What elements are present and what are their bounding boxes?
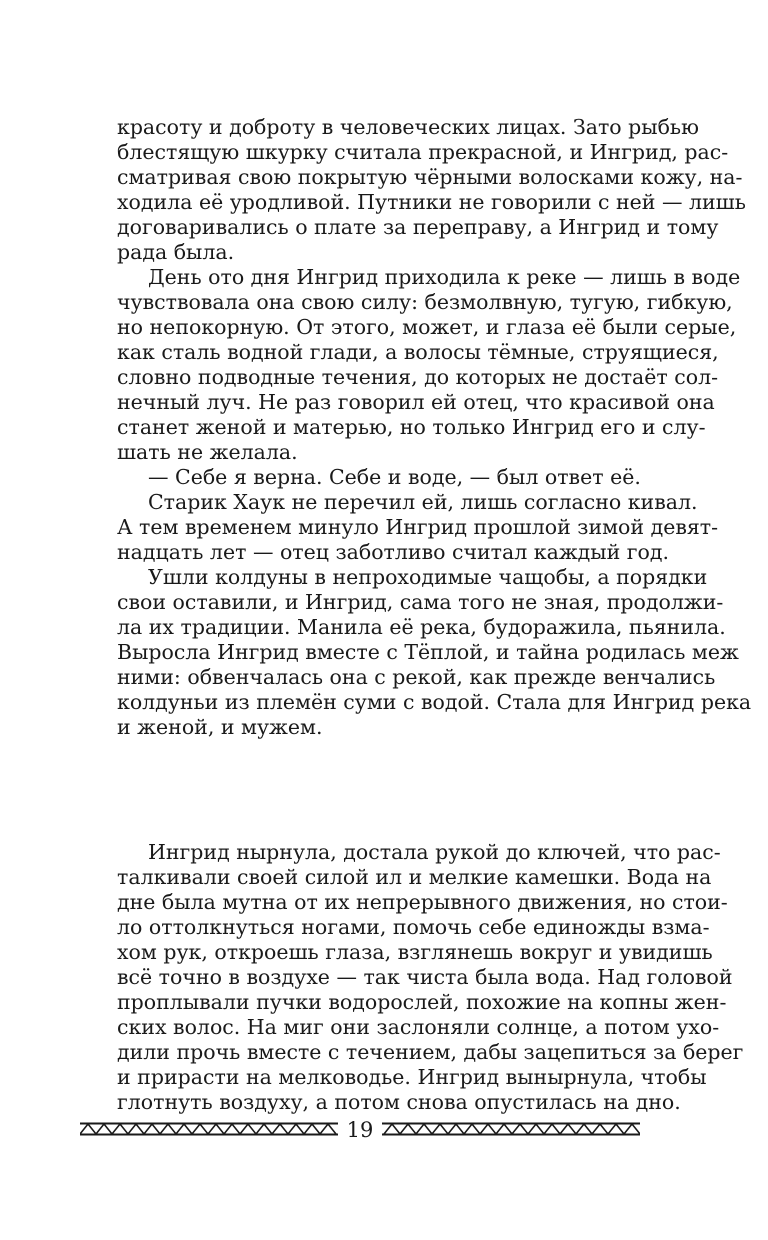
text-line: хом рук, откроешь глаза, взглянешь вокруг и увидишь bbox=[117, 940, 713, 964]
text-line: талкивали своей силой ил и мелкие камешки. Вода на bbox=[117, 865, 712, 889]
text-line: проплывали пучки водорослей, похожие на копны жен- bbox=[117, 990, 727, 1014]
left-zigzag-ornament-icon bbox=[80, 1122, 338, 1136]
text-line: ними: обвенчалась она с рекой, как прежде венчались bbox=[117, 665, 716, 689]
text-line: ло оттолкнуться ногами, помочь себе единожды взма- bbox=[117, 915, 710, 939]
text-line: рада была. bbox=[117, 240, 235, 264]
text-line: шать не желала. bbox=[117, 440, 298, 464]
text-line: дили прочь вместе с течением, дабы зацепиться за берег bbox=[117, 1040, 744, 1064]
text-line: и женой, и мужем. bbox=[117, 715, 323, 739]
text-line: но непокорную. От этого, может, и глаза её были серые, bbox=[117, 315, 737, 339]
text-line: колдуньи из племён суми с водой. Стала для Ингрид река bbox=[117, 690, 752, 714]
page-footer bbox=[80, 1115, 640, 1145]
text-line: ских волос. На миг они заслоняли солнце, а потом ухо- bbox=[117, 1015, 720, 1039]
text-line: всё точно в воздухе — так чиста была вода. Над головой bbox=[117, 965, 733, 989]
page-number: 19 bbox=[346, 1118, 374, 1142]
text-line: красоту и доброту в человеческих лицах. Зато рыбью bbox=[117, 115, 699, 139]
paragraph-start-line: День ото дня Ингрид приходила к реке — лишь в воде bbox=[148, 265, 741, 289]
right-zigzag-ornament-icon bbox=[382, 1122, 640, 1136]
text-line: и прирасти на мелководье. Ингрид вынырнула, чтобы bbox=[117, 1065, 707, 1089]
text-line: свои оставили, и Ингрид, сама того не зная, продолжи- bbox=[117, 590, 724, 614]
text-line: ходила её уродливой. Путники не говорили с ней — лишь bbox=[117, 190, 746, 214]
text-line: чувствовала она свою силу: безмолвную, тугую, гибкую, bbox=[117, 290, 733, 314]
text-line: А тем временем минуло Ингрид прошлой зимой девят- bbox=[117, 515, 719, 539]
text-line: сматривая свою покрытую чёрными волосками кожу, на- bbox=[117, 165, 743, 189]
text-line: ла их традиции. Манила её река, будоражила, пьянила. bbox=[117, 615, 726, 639]
text-line: глотнуть воздуху, а потом снова опустилась на дно. bbox=[117, 1090, 681, 1114]
text-line: блестящую шкурку считала прекрасной, и Ингрид, рас- bbox=[117, 140, 729, 164]
text-line: словно подводные течения, до которых не достаёт сол- bbox=[117, 365, 719, 389]
text-line: как сталь водной глади, а волосы тёмные, струящиеся, bbox=[117, 340, 719, 364]
text-line: надцать лет — отец заботливо считал каждый год. bbox=[117, 540, 670, 564]
text-line: дне была мутна от их непрерывного движения, но стои- bbox=[117, 890, 728, 914]
paragraph-start-line: Ингрид нырнула, достала рукой до ключей, что рас- bbox=[148, 840, 721, 864]
text-line: договаривались о плате за переправу, а Ингрид и тому bbox=[117, 215, 719, 239]
paragraph-start-line: Ушли колдуны в непроходимые чащобы, а порядки bbox=[148, 565, 708, 589]
paragraph-start-line: Старик Хаук не перечил ей, лишь согласно кивал. bbox=[148, 490, 698, 514]
text-line: станет женой и матерью, но только Ингрид его и слу- bbox=[117, 415, 706, 439]
text-line: Выросла Ингрид вместе с Тёплой, и тайна родилась меж bbox=[117, 640, 739, 664]
text-line: нечный луч. Не раз говорил ей отец, что красивой она bbox=[117, 390, 715, 414]
dialogue-line: — Себе я верна. Себе и воде, — был ответ её. bbox=[148, 465, 641, 489]
